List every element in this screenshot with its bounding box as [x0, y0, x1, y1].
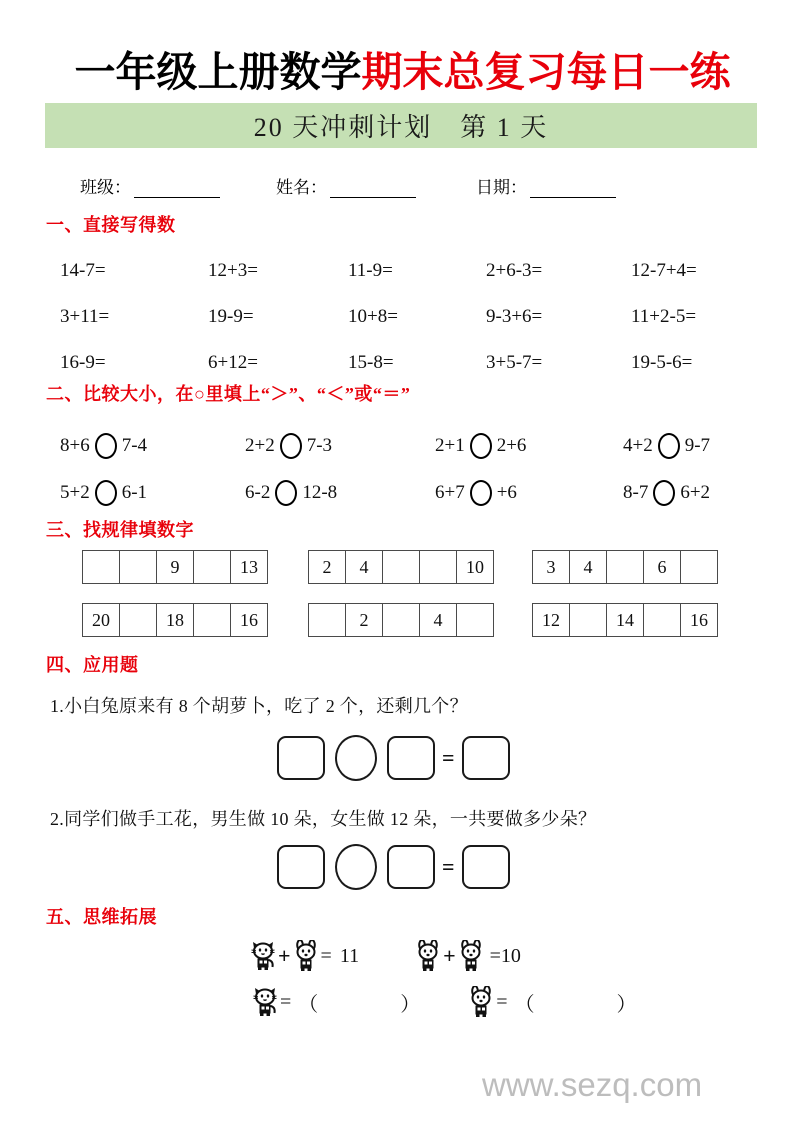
pattern-cell[interactable] [420, 551, 457, 583]
pattern-cell[interactable]: 2 [309, 551, 346, 583]
answer-box-operand-1[interactable] [277, 845, 325, 889]
answer-box-operand-2[interactable] [387, 736, 435, 780]
comparison-item[interactable] [60, 422, 245, 469]
section-heading-5: 五、思维拓展 [46, 907, 157, 927]
thinking-result-1: 11 [339, 944, 360, 967]
pattern-table [308, 603, 494, 637]
comparison-circle[interactable] [470, 433, 492, 459]
comparison-right: 6-1 [121, 481, 148, 503]
word-problem-2-text: 2.同学们做手工花，男生做 10 朵，女生做 12 朵，一共要做多少朵？ [50, 809, 597, 829]
dog-icon [458, 940, 484, 972]
plus-sign: + [278, 943, 291, 968]
pattern-cell[interactable] [194, 604, 231, 636]
pattern-cell[interactable]: 16 [231, 604, 268, 636]
spacer [494, 550, 532, 584]
site-watermark: www.sezq.com [482, 1066, 703, 1103]
cat-icon [252, 987, 278, 1017]
comparison-left: 8+6 [60, 434, 90, 456]
comparison-right: 12-8 [302, 481, 338, 503]
name-input[interactable] [330, 181, 416, 198]
pattern-cell[interactable]: 9 [157, 551, 194, 583]
title-subject: 一年级上册数学 [74, 48, 362, 95]
comparison-item[interactable] [245, 422, 435, 469]
date-label: 日期： [476, 178, 527, 197]
pattern-cell[interactable]: 10 [457, 551, 494, 583]
pattern-cell[interactable] [194, 551, 231, 583]
word-problem-1-text: 1.小白兔原来有 8 个胡萝卜，吃了 2 个，还剩几个？ [50, 696, 468, 716]
pattern-cell[interactable] [383, 604, 420, 636]
pattern-table [82, 550, 268, 584]
equals-sign: = [320, 944, 332, 967]
calc-item[interactable]: 14-7= [60, 260, 106, 281]
equals-sign: = [280, 990, 292, 1013]
dog-answer-blank[interactable]: （ ） [514, 993, 651, 1016]
pattern-cell[interactable]: 20 [83, 604, 120, 636]
comparison-left: 5+2 [60, 481, 90, 503]
class-input[interactable] [134, 181, 220, 198]
calc-item[interactable]: 19-9= [208, 306, 254, 327]
comparison-circle[interactable] [95, 433, 117, 459]
calc-item[interactable]: 3+11= [60, 306, 110, 327]
spacer [494, 603, 532, 637]
comparison-right: 9-7 [684, 434, 711, 456]
pattern-cell[interactable] [681, 551, 718, 583]
thinking-equations-row [250, 940, 521, 972]
calc-item[interactable]: 10+8= [348, 306, 398, 327]
pattern-tables-wrap [82, 550, 722, 637]
word-problem-2-answer-row [277, 844, 510, 890]
answer-box-result[interactable] [462, 845, 510, 889]
calc-item[interactable]: 11-9= [348, 260, 393, 281]
comparison-left: 6+7 [435, 481, 465, 503]
pattern-cell[interactable]: 4 [346, 551, 383, 583]
comparison-item[interactable] [435, 469, 623, 516]
pattern-cell[interactable] [607, 551, 644, 583]
comparison-right: +6 [496, 481, 517, 503]
pattern-table [82, 603, 268, 637]
spacer [268, 603, 308, 637]
pattern-row-top [82, 550, 722, 584]
comparison-circle[interactable] [275, 480, 297, 506]
subtitle-text: 20 天冲刺计划 第 1 天 [253, 113, 549, 142]
calc-item[interactable]: 12+3= [208, 260, 258, 281]
calc-item[interactable]: 12-7+4= [631, 260, 697, 281]
subtitle-band [45, 103, 757, 148]
date-field-group [476, 173, 616, 198]
comparison-circle[interactable] [280, 433, 302, 459]
pattern-cell[interactable]: 3 [533, 551, 570, 583]
comparison-left: 2+2 [245, 434, 275, 456]
dog-icon [293, 940, 319, 972]
thinking-result-2: =10 [489, 944, 521, 967]
title-topic: 期末总复习每日一练 [361, 48, 731, 95]
comparison-left: 2+1 [435, 434, 465, 456]
pattern-cell[interactable]: 13 [231, 551, 268, 583]
pattern-cell[interactable]: 6 [644, 551, 681, 583]
name-field-group [276, 173, 416, 198]
comparison-right: 7-3 [306, 434, 333, 456]
class-field-group [80, 173, 220, 198]
arithmetic-grid [60, 248, 760, 386]
answer-box-result[interactable] [462, 736, 510, 780]
comparison-grid [60, 422, 770, 516]
calc-item[interactable]: 6+12= [208, 352, 258, 373]
plus-sign: + [443, 943, 456, 968]
pattern-cell[interactable]: 16 [681, 604, 718, 636]
name-label: 姓名： [276, 178, 327, 197]
pattern-cell[interactable] [457, 604, 494, 636]
cat-icon [250, 941, 276, 971]
comparison-item[interactable] [60, 469, 245, 516]
calc-item[interactable]: 19-5-6= [631, 352, 693, 373]
student-info-row [80, 172, 720, 198]
comparison-right: 6+2 [680, 481, 711, 503]
section-heading-4: 四、应用题 [46, 655, 139, 675]
answer-box-operand-2[interactable] [387, 845, 435, 889]
answer-circle-operator[interactable] [335, 735, 377, 781]
thinking-answers-row [252, 986, 651, 1018]
pattern-cell[interactable]: 12 [533, 604, 570, 636]
comparison-circle[interactable] [470, 480, 492, 506]
equals-sign: = [442, 854, 455, 879]
section-heading-2: 二、比较大小，在○里填上“＞”、“＜”或“＝” [46, 384, 411, 404]
comparison-item[interactable] [623, 422, 773, 469]
pattern-cell[interactable] [570, 604, 607, 636]
comparison-left: 8-7 [623, 481, 649, 503]
comparison-circle[interactable] [653, 480, 675, 506]
pattern-cell[interactable] [120, 604, 157, 636]
comparison-right: 7-4 [121, 434, 148, 456]
pattern-cell[interactable] [644, 604, 681, 636]
page-title [45, 46, 760, 98]
calc-item[interactable]: 2+6-3= [486, 260, 543, 281]
pattern-cell[interactable]: 4 [570, 551, 607, 583]
pattern-cell[interactable]: 18 [157, 604, 194, 636]
pattern-row-bottom [82, 603, 722, 637]
equals-sign: = [496, 990, 508, 1013]
pattern-cell[interactable]: 2 [346, 604, 383, 636]
equals-sign: = [442, 745, 455, 770]
cat-answer-blank[interactable]: （ ） [298, 993, 435, 1016]
calc-item[interactable]: 11+2-5= [631, 306, 697, 327]
section-heading-3: 三、找规律填数字 [46, 520, 194, 540]
pattern-cell[interactable] [309, 604, 346, 636]
pattern-table [532, 550, 718, 584]
comparison-item[interactable] [435, 422, 623, 469]
pattern-table [308, 550, 494, 584]
pattern-cell[interactable]: 14 [607, 604, 644, 636]
dog-icon [468, 986, 494, 1018]
comparison-left: 4+2 [623, 434, 653, 456]
comparison-right: 2+6 [496, 434, 527, 456]
calc-item[interactable]: 9-3+6= [486, 306, 543, 327]
answer-box-operand-1[interactable] [277, 736, 325, 780]
date-input[interactable] [530, 181, 616, 198]
calc-item[interactable]: 15-8= [348, 352, 394, 373]
comparison-circle[interactable] [95, 480, 117, 506]
dog-icon [415, 940, 441, 972]
pattern-cell[interactable] [83, 551, 120, 583]
answer-circle-operator[interactable] [335, 844, 377, 890]
pattern-table [532, 603, 718, 637]
word-problem-1-answer-row [277, 735, 510, 781]
class-label: 班级： [80, 178, 131, 197]
pattern-cell[interactable] [383, 551, 420, 583]
section-heading-1: 一、直接写得数 [46, 215, 176, 235]
comparison-left: 6-2 [245, 481, 271, 503]
pattern-cell[interactable] [120, 551, 157, 583]
comparison-item[interactable] [245, 469, 435, 516]
calc-item[interactable]: 16-9= [60, 352, 106, 373]
calc-item[interactable]: 3+5-7= [486, 352, 543, 373]
comparison-item[interactable] [623, 469, 773, 516]
comparison-circle[interactable] [658, 433, 680, 459]
pattern-cell[interactable]: 4 [420, 604, 457, 636]
spacer [268, 550, 308, 584]
